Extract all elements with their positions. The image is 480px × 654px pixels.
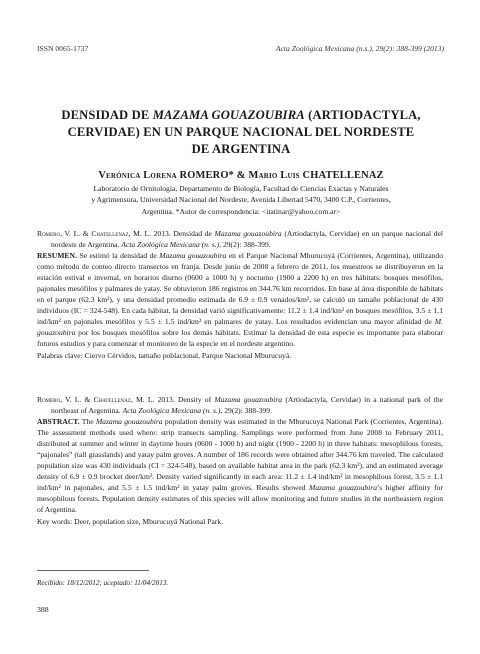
spanish-abstract: RESUMEN. Se estimó la densidad de Mazama gouazoubira en el Parque Nacional Mburucuyá (Corrientes, Argentina), utilizando como método de conteo directo transectos en franja. Desde junio de 2008 a febrero de 2011, los muestreos se distribuyeron en la estación estival e invernal, en horarios diurno (0600 a 1000 h) y nocturno (1900 a 2200 h) en tres hábitats: bosques mesófilos, pajonales mesófilos y palmares de yatay. Se obtuvieron 186 registros en 344.76 km recorridos. En base al área disponible de hábitats en el parque (62.3 km²), y una densidad promedio estimada de 6.9 ± 0.9 venados/km², se calculó un tamaño poblacional de 430 individuos (IC = 324-548). En cada hábitat, la densidad varió significativamente: 11.2 ± 1.4 ind/km² en bosques mesófilos, 3.5 ± 1.1 ind/km² en pajonales mesófilos y 5.5 ± 1.5 ind/km² en palmares de yatay. Los resultados evidencian una mayor afinidad de M. gouazoubira por los bosques mesófilos sobre los demás hábitats. Estimar la densidad de esta especie es importante para elaborar futuros estudios y para comenzar el monitoreo de la especie en el nordeste argentino. xyxy=(37,251,444,349)
affiliation: Laboratorio de Ornitología, Departamento de Biología, Facultad de Ciencias Exactas y Naturales y Agrimensura, Universidad Nacional del Nordeste, Avenida Libertad 5470, 3400 C.P., Corrientes, Argentina. *Autor de correspondencia: <itatinar@yahoo.com.ar> xyxy=(91,184,391,216)
footnote-divider xyxy=(37,570,149,571)
spanish-abstract-block xyxy=(37,228,443,361)
english-citation: Romero, V. L. & Chatellenaz, M. L. 2013. Density of Mazama gouazoubira (Artiodactyla, Cervidae) in a national park of the northeast of Argentina. Acta Zoológica Mexicana (n. s.), 29(2): 388-399. xyxy=(37,395,444,416)
article-title xyxy=(40,107,442,158)
issn: ISSN 0065-1737 xyxy=(37,44,89,53)
english-abstract-block xyxy=(37,394,443,527)
spanish-keywords: Palabras clave: Ciervo Cérvidos, tamaño poblacional, Parque Nacional Mburucuyá. xyxy=(37,350,292,360)
spanish-citation: Romero, V. L. & Chatellenaz, M. L. 2013. Densidad de Mazama gouazoubira (Artiodactyla, Cervidae) en un parque nacional del nordeste de Argentina. Acta Zoológica Mexicana (n. s.), 29(2): 388-399. xyxy=(37,229,444,250)
english-keywords: Key words: Deer, population size, Mburucuyá National Park. xyxy=(37,516,224,526)
received-date: Recibido: 18/12/2012; aceptado: 11/04/2013. xyxy=(37,579,169,587)
title-line-2: CERVIDAE) EN UN PARQUE NACIONAL DEL NORDESTE xyxy=(67,125,415,139)
title-species: MAZAMA GOUAZOUBIRA xyxy=(152,108,305,122)
page-number: 388 xyxy=(37,605,49,614)
title-line-3: DE ARGENTINA xyxy=(191,142,291,156)
author-separator: * & xyxy=(228,170,249,181)
author-2: Mario Luis CHATELLENAZ xyxy=(248,170,384,181)
author-1: Verónica Lorena ROMERO xyxy=(98,170,229,181)
authors xyxy=(40,170,442,181)
english-abstract: ABSTRACT. The Mazama gouazoubira population density was estimated in the Mburucuyá National Park (Corrientes, Argentina). The assessment methods used where: strip transects sampling. Samplings were performed from June 2008 to February 2011, distributed at summer and winter in daytime hours (0600 - 1000 h) and night (1900 - 2200 h) in three habitats: mesophilous forests, “pajonales” (tall grasslands) and yatay palm groves. A number of 186 records were obtained after 344.76 km traveled. The calculated population size was 430 individuals (CI = 324-548), based on available habitat area in the park (62.3 km²), and an estimated average density of 6.9 ± 0.9 brocket deer/km². Density varied significantly in each area: 11.2 ± 1.4 ind/km² in mesophilous forest, 3.5 ± 1.1 ind/km² in pajonales, and 5.5 ± 1.5 ind/km² in yatay palm groves. Results showed Mazama gouazoubira’s higher affinity for mesophilous forests. Population density estimates of this species will allow monitoring and future studies in the northeastern region of Argentina. xyxy=(37,417,443,515)
title-line-1: DENSIDAD DE MAZAMA GOUAZOUBIRA (ARTIODACTYLA, xyxy=(61,108,421,122)
journal-header: Acta Zoológica Mexicana (n.s.), 29(2): 388-399 (2013) xyxy=(275,44,444,53)
